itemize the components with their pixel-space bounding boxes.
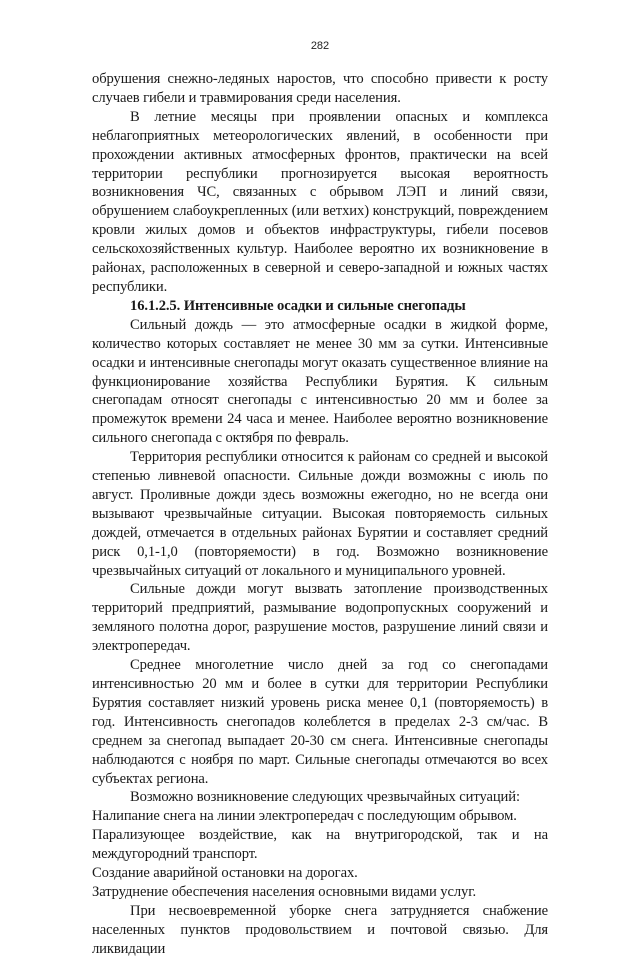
section-heading: 16.1.2.5. Интенсивные осадки и сильные снегопады bbox=[130, 297, 466, 314]
paragraph: Возможно возникновение следующих чрезвычайных ситуаций: bbox=[130, 789, 520, 806]
list-item: Парализующее воздействие, как на внутригородской, так и на междугородний транспорт. bbox=[92, 827, 548, 863]
paragraph: обрушения снежно-ледяных наростов, что способно привести к росту случаев гибели и травмирования среди населения. bbox=[92, 71, 548, 106]
document-body bbox=[92, 70, 548, 959]
list-item: Налипание снега на линии электропередач с последующим обрывом. bbox=[92, 808, 517, 825]
paragraph: В летние месяцы при проявлении опасных и комплекса неблагоприятных метеорологических явлений, в особенности при прохождении активных атмосферных фронтов, практически на всей территории республики прогнозируется высокая вероятность возникновения ЧС, связанных с обрывом ЛЭП и линий связи, обрушением слабоукрепленных (или ветхих) конструкций, повреждением кровли жилых домов и объектов инфраструктуры, гибели посевов сельскохозяйственных культур. Наиболее вероятно их возникновение в районах, расположенных в северной и северо-западной и южных частях республики. bbox=[92, 108, 548, 295]
paragraph: Сильные дожди могут вызвать затопление производственных территорий предприятий, размывание водопропускных сооружений и земляного полотна дорог, разрушение мостов, разрушение линий связи и электропередач. bbox=[92, 581, 548, 655]
paragraph: Сильный дождь — это атмосферные осадки в жидкой форме, количество которых составляет не менее 30 мм за сутки. Интенсивные осадки и интенсивные снегопады могут оказать существенное влияние на функционирование хозяйства Республики Бурятия. К сильным снегопадам относят снегопады с интенсивностью 20 мм и более за промежуток времени 24 часа и менее. Наиболее вероятно возникновение сильного снегопада с октября по февраль. bbox=[92, 316, 548, 447]
list-item: Затруднение обеспечения населения основными видами услуг. bbox=[92, 883, 477, 900]
paragraph: При несвоевременной уборке снега затрудняется снабжение населенных пунктов продовольствием и почтовой связью. Для ликвидации bbox=[92, 902, 548, 957]
paragraph: Среднее многолетние число дней за год со снегопадами интенсивностью 20 мм и более в сутки для территории Республики Бурятия составляет низкий уровень риска менее 0,1 (повторяемость) в год. Интенсивность снегопадов колеблется в пределах 2-3 см/час. В среднем за снегопад выпадает 20-30 см снега. Интенсивные снегопады наблюдаются с ноября по март. Сильные снегопады отмечаются во всех субъектах региона. bbox=[92, 657, 548, 787]
list-item: Создание аварийной остановки на дорогах. bbox=[92, 865, 358, 882]
paragraph: Территория республики относится к районам со средней и высокой степенью ливневой опасности. Сильные дожди возможны с июль по август. Проливные дожди здесь возможны ежегодно, но не всегда они вызывают чрезвычайные ситуации. Высокая повторяемость сильных дождей, отмечается в отдельных районах Бурятии и составляет средний риск 0,1-1,0 (повторяемости) в год. Возможно возникновение чрезвычайных ситуаций от локального и муниципального уровней. bbox=[92, 449, 548, 579]
page-number: 282 bbox=[310, 40, 330, 52]
